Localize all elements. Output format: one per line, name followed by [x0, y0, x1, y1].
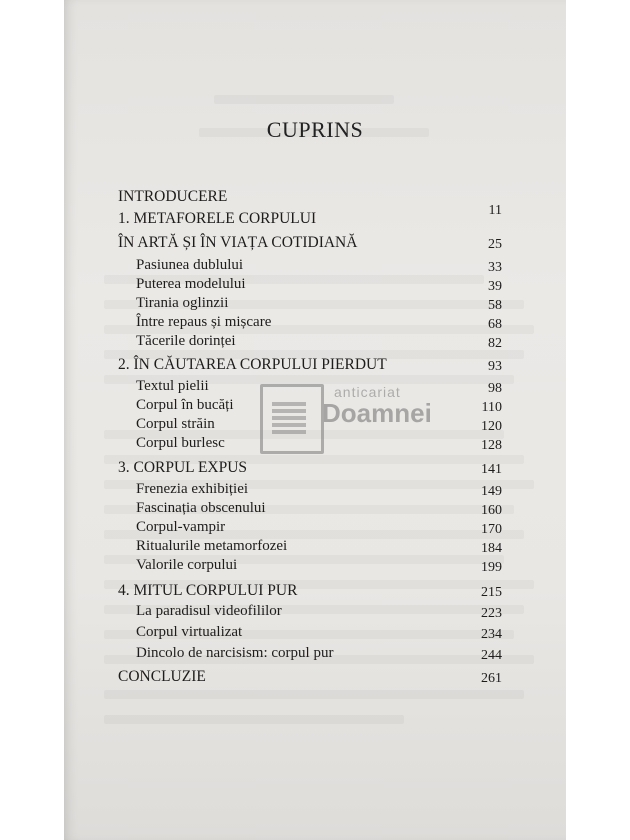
toc-entry: Ritualurile metamorfozei: [136, 538, 288, 554]
toc-page-number: 58: [488, 298, 502, 313]
toc-entry: ÎN ARTĂ ȘI ÎN VIAȚA COTIDIANĂ: [118, 234, 358, 251]
watermark-line2: Doamnei: [322, 398, 432, 428]
toc-entry: Corpul în bucăți: [136, 397, 234, 413]
toc-page-number: 98: [488, 381, 502, 396]
books-icon: [272, 400, 306, 434]
toc-page-number: 93: [488, 359, 502, 374]
toc-page-number: 11: [488, 203, 502, 218]
toc-entry: 3. CORPUL EXPUS: [118, 459, 248, 476]
toc-entry: Textul pielii: [136, 378, 209, 394]
toc-page-number: 33: [488, 260, 502, 275]
toc-page-number: 149: [481, 484, 502, 499]
toc-page-number: 128: [481, 438, 502, 453]
toc-page-number: 68: [488, 317, 502, 332]
toc-page-number: 223: [481, 606, 502, 621]
toc-entry: Între repaus și mișcare: [136, 314, 272, 330]
toc-entry: Pasiunea dublului: [136, 257, 244, 273]
toc-page-number: 82: [488, 336, 502, 351]
toc-page-number: 141: [481, 462, 502, 477]
toc-entry: Corpul străin: [136, 416, 215, 432]
toc-entry: 1. METAFORELE CORPULUI: [118, 210, 317, 227]
toc-entry: Dincolo de narcisism: corpul pur: [136, 645, 334, 661]
toc-entry: Corpul-vampir: [136, 519, 226, 535]
page-title: CUPRINS: [266, 117, 364, 142]
book-page: [64, 0, 566, 840]
toc-entry: Corpul burlesc: [136, 435, 225, 451]
toc-entry: Puterea modelului: [136, 276, 246, 292]
toc-entry: La paradisul videofililor: [136, 603, 282, 619]
toc-entry: Tirania oglinzii: [136, 295, 229, 311]
toc-entry: Valorile corpului: [136, 557, 238, 573]
toc-entry: Fascinația obscenului: [136, 500, 266, 516]
toc-entry: CONCLUZIE: [118, 668, 206, 685]
toc-entry: 2. ÎN CĂUTAREA CORPULUI PIERDUT: [118, 356, 387, 373]
toc-page-number: 39: [488, 279, 502, 294]
watermark-line1: anticariat: [334, 384, 401, 400]
toc-entry: INTRODUCERE: [118, 188, 228, 205]
toc-page-number: 160: [481, 503, 502, 518]
toc-page-number: 199: [481, 560, 502, 575]
toc-page-number: 244: [481, 648, 502, 663]
toc-page-number: 215: [481, 585, 502, 600]
toc-page-number: 170: [481, 522, 502, 537]
toc-page-number: 234: [481, 627, 502, 642]
toc-page-number: 110: [481, 400, 502, 415]
toc-page-number: 25: [488, 237, 502, 252]
toc-entry: Frenezia exhibiției: [136, 481, 249, 497]
toc-entry: Corpul virtualizat: [136, 624, 243, 640]
toc-page-number: 120: [481, 419, 502, 434]
watermark-logo: [248, 378, 432, 458]
toc-entry: 4. MITUL CORPULUI PUR: [118, 582, 298, 599]
toc-page-number: 261: [481, 671, 502, 686]
toc-page-number: 184: [481, 541, 502, 556]
toc-entry: Tăcerile dorinței: [136, 333, 236, 349]
